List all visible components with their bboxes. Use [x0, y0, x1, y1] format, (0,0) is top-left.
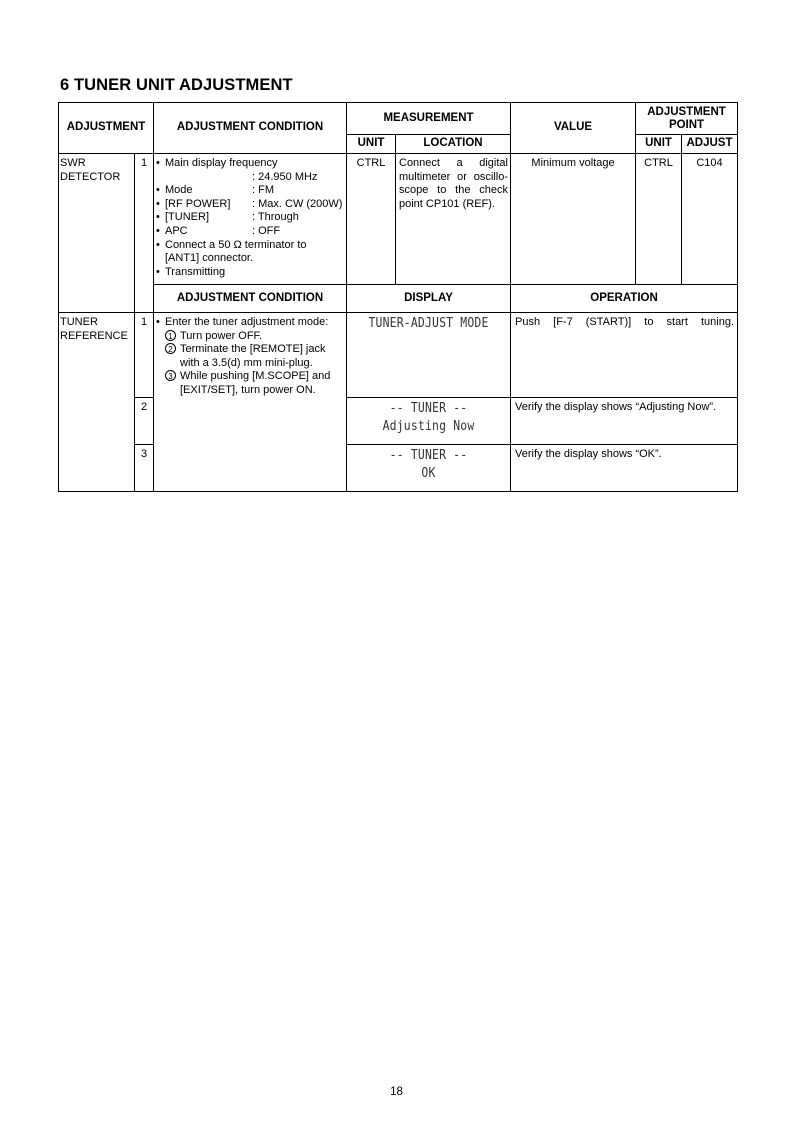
lcd-line1: TUNER-ADJUST MODE [368, 316, 489, 331]
substep-2 [156, 343, 343, 370]
condition-connect-line1: Connect a 50 Ω terminator to [165, 238, 307, 251]
tuner-step-1-number: 1 [135, 313, 154, 398]
header-display: DISPLAY [347, 285, 511, 313]
header-ap-adjust: ADJUST [682, 135, 738, 154]
tuner-step-3-number: 3 [135, 445, 154, 492]
swr-adjustment-part: C104 [682, 154, 738, 285]
lcd-line2: OK [421, 466, 436, 481]
tuner-step-1-row [59, 313, 738, 398]
lcd-line1: -- TUNER -- [389, 448, 468, 463]
circled-number-3: 3 [165, 370, 176, 381]
bullet: • [156, 238, 160, 251]
page-title: 6 TUNER UNIT ADJUSTMENT [60, 76, 293, 94]
header-adjustment-condition: ADJUSTMENT CONDITION [154, 103, 347, 154]
header-value: VALUE [511, 103, 636, 154]
header-row-3 [59, 285, 738, 313]
swr-value: Minimum voltage [511, 154, 636, 285]
condition-transmitting [156, 266, 343, 280]
tuner-step-2-number: 2 [135, 398, 154, 445]
condition-tuner-value: : Through [252, 211, 299, 224]
lcd-line2: Adjusting Now [382, 419, 475, 434]
condition-transmitting-label: Transmitting [165, 265, 226, 278]
header-location: LOCATION [396, 135, 511, 154]
bullet: • [156, 197, 160, 210]
tuner-adjustment-table [58, 102, 738, 492]
swr-adjustment-unit: CTRL [636, 154, 682, 285]
bullet: • [156, 211, 160, 224]
tuner-step-3-display [347, 445, 511, 492]
swr-measurement-location [396, 154, 511, 285]
substep-2-line2: with a 3.5(d) mm mini-plug. [180, 356, 313, 369]
substep-3-line1: While pushing [M.SCOPE] and [180, 370, 331, 383]
page-number: 18 [390, 1086, 403, 1098]
tuner-adjustment-condition [154, 313, 347, 492]
lcd-line1: -- TUNER -- [389, 401, 468, 416]
tuner-step-3-operation: Verify the display shows “OK”. [511, 445, 738, 492]
circled-number-1: 1 [165, 330, 176, 341]
swr-measurement-unit: CTRL [347, 154, 396, 285]
header-measurement: MEASUREMENT [347, 103, 511, 135]
tuner-step-2-display [347, 398, 511, 445]
condition-apc [156, 225, 343, 239]
condition-enter-mode-label: Enter the tuner adjustment mode: [165, 316, 329, 328]
header-row-1 [59, 103, 738, 135]
swr-detector-row [59, 154, 738, 285]
substep-2-line1: Terminate the [REMOTE] jack [180, 343, 326, 356]
bullet: • [156, 157, 160, 169]
substep-1 [156, 330, 343, 344]
tuner-name-line1: TUNER [60, 316, 98, 328]
location-line3: scope to the check [399, 184, 508, 197]
tuner-name-line2: REFERENCE [60, 329, 128, 342]
bullet: • [156, 316, 160, 328]
condition-enter-mode [156, 316, 343, 330]
header-adjustment: ADJUSTMENT [59, 103, 154, 154]
location-line1: Connect a digital [399, 157, 508, 169]
circled-number-2: 2 [165, 343, 176, 354]
header-adjustment-condition-2: ADJUSTMENT CONDITION [154, 285, 347, 313]
header-operation: OPERATION [511, 285, 738, 313]
condition-tuner-key: [TUNER] [165, 211, 209, 224]
condition-apc-value: : OFF [252, 224, 281, 237]
condition-mode-key: Mode [165, 184, 193, 197]
tuner-reference-name [59, 313, 135, 492]
header-adjustment-point: ADJUSTMENT POINT [636, 103, 738, 135]
condition-connect [156, 239, 343, 253]
condition-connect-line2: [ANT1] connector. [165, 252, 254, 265]
operation-text: Push [F-7 (START)] to start tuning. [515, 316, 735, 328]
tuner-step-1-display [347, 313, 511, 398]
condition-mode-value: : FM [252, 184, 274, 197]
swr-step-number: 1 [135, 154, 154, 285]
bullet: • [156, 265, 160, 278]
substep-3 [156, 370, 343, 397]
swr-name-line2: DETECTOR [60, 170, 121, 183]
swr-name-line1: SWR [60, 157, 86, 169]
condition-rf-power [156, 198, 343, 212]
bullet: • [156, 224, 160, 237]
substep-1-text: Turn power OFF. [180, 329, 263, 342]
condition-mode [156, 184, 343, 198]
swr-detector-name [59, 154, 135, 285]
condition-frequency-label: Main display frequency [165, 157, 278, 169]
condition-frequency [156, 157, 343, 171]
header-ap-unit: UNIT [636, 135, 682, 154]
swr-adjustment-condition [154, 154, 347, 285]
condition-rf-power-key: [RF POWER] [165, 197, 231, 210]
location-line2: multimeter or oscillo- [399, 170, 508, 183]
swr-step-continuation [135, 285, 154, 313]
condition-rf-power-value: : Max. CW (200W) [252, 197, 343, 210]
tuner-step-2-operation: Verify the display shows “Adjusting Now”. [511, 398, 738, 445]
condition-apc-key: APC [165, 224, 188, 237]
tuner-step-1-operation [511, 313, 738, 398]
location-line4: point CP101 (REF). [399, 197, 495, 210]
header-unit: UNIT [347, 135, 396, 154]
condition-frequency-value: : 24.950 MHz [252, 170, 318, 183]
condition-tuner [156, 211, 343, 225]
bullet: • [156, 184, 160, 197]
substep-3-line2: [EXIT/SET], turn power ON. [180, 383, 316, 396]
swr-name-continuation [59, 285, 135, 313]
